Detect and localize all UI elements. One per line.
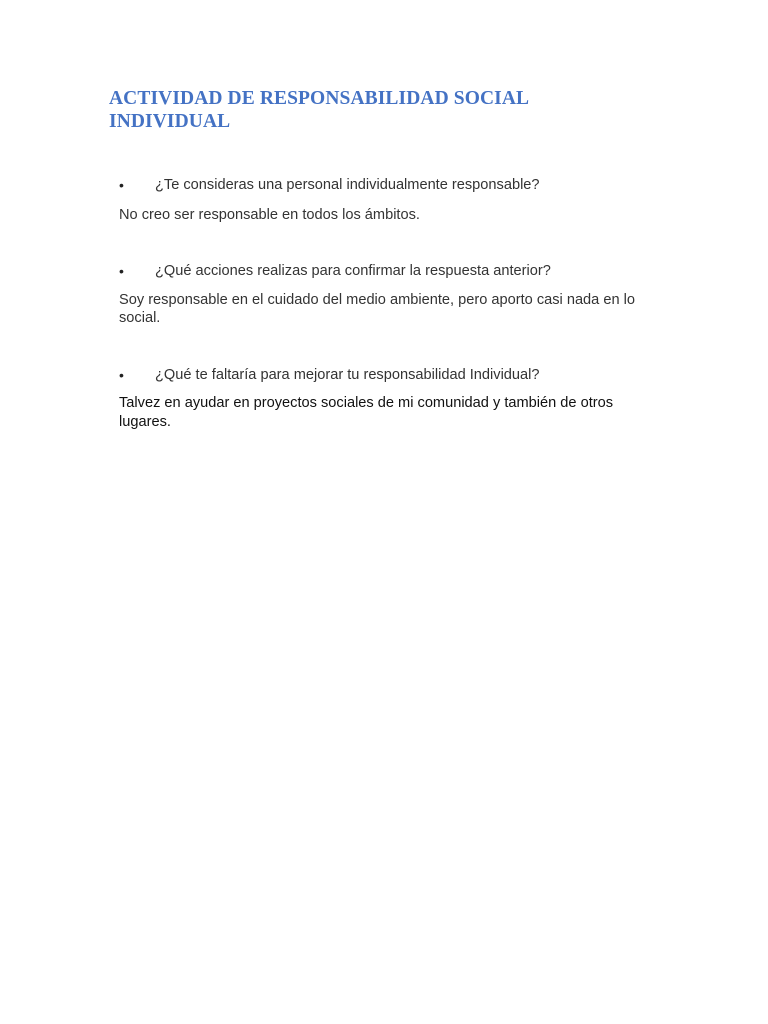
answer-text-2: Soy responsable en el cuidado del medio ambiente, pero aporto casi nada en lo social. — [119, 292, 635, 326]
question-text-1: ¿Te consideras una personal individualmente responsable? — [155, 177, 540, 193]
bullet-icon: • — [119, 177, 124, 193]
bullet-icon: • — [119, 367, 124, 383]
question-text-2: ¿Qué acciones realizas para confirmar la respuesta anterior? — [155, 263, 551, 279]
question-text-3: ¿Qué te faltaría para mejorar tu responsabilidad Individual? — [155, 367, 540, 383]
bullet-icon: • — [119, 263, 124, 279]
answer-text-1: No creo ser responsable en todos los ámbitos. — [119, 207, 420, 223]
document-title: ACTIVIDAD DE RESPONSABILIDAD SOCIAL INDIVIDUAL — [109, 88, 529, 132]
answer-text-3: Talvez en ayudar en proyectos sociales de mi comunidad y también de otros lugares. — [119, 395, 614, 430]
